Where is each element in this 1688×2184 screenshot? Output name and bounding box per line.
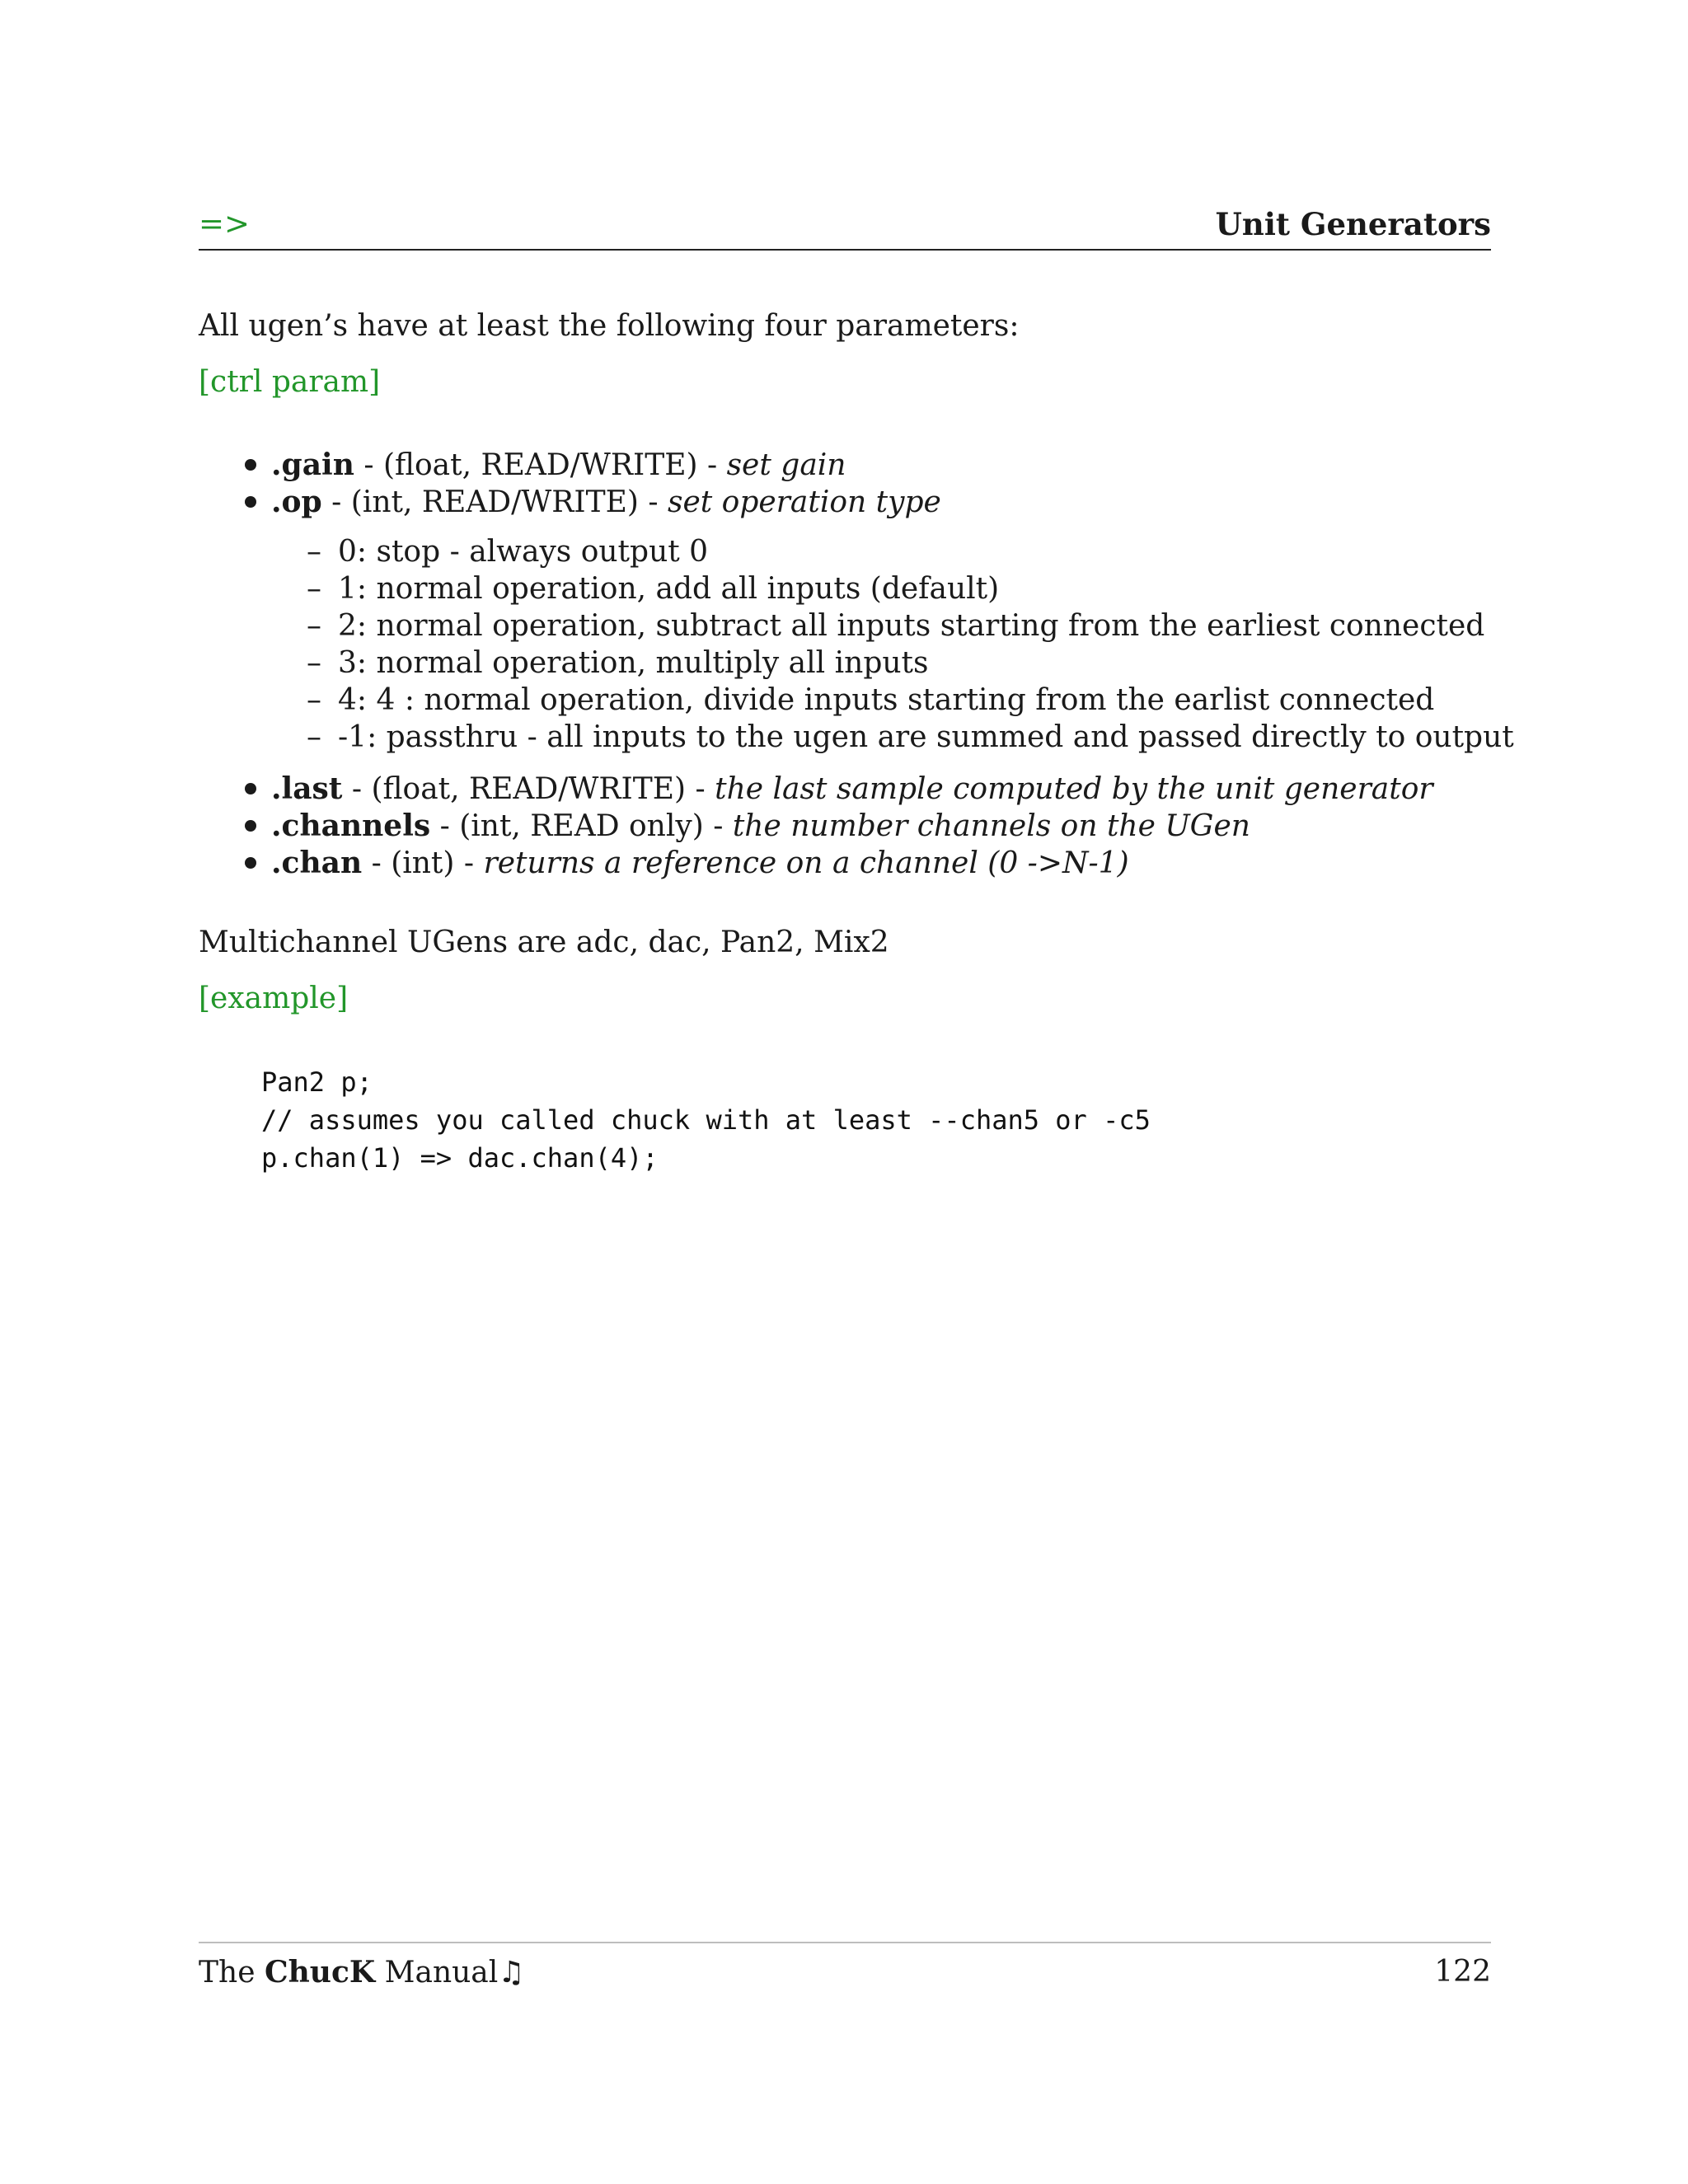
- op-type-item: [307, 719, 1514, 756]
- op-type-text: -1: passthru - all inputs to the ugen are summed and passed directly to output: [338, 720, 1514, 754]
- op-type-item: [307, 608, 1484, 644]
- op-type-item: [307, 645, 928, 682]
- dash-icon: –: [307, 535, 321, 569]
- footer-chuck: ChucK: [264, 1955, 376, 1990]
- param-type: - (float, READ/WRITE) -: [342, 772, 715, 806]
- manual-name: [199, 1955, 525, 1990]
- dash-icon: –: [307, 609, 321, 643]
- param-desc: set operation type: [667, 485, 941, 519]
- param-name: .op: [271, 485, 322, 519]
- bullet-icon: [245, 459, 256, 471]
- param-type: - (int) -: [362, 846, 484, 880]
- param-channels: [245, 808, 1250, 845]
- code-line: Pan2 p;: [261, 1066, 373, 1098]
- dash-icon: –: [307, 720, 321, 754]
- bullet-icon: [245, 783, 256, 794]
- op-type-item: [307, 682, 1434, 719]
- page-number: 122: [1434, 1955, 1491, 1989]
- param-op: [245, 484, 941, 521]
- page-footer: [199, 1942, 1491, 1993]
- chuck-arrow-mark: =>: [199, 206, 251, 241]
- dash-icon: –: [307, 683, 321, 717]
- chapter-title: Unit Generators: [1215, 206, 1491, 242]
- footer-the: The: [199, 1956, 265, 1990]
- intro-paragraph: All ugen’s have at least the following four parameters:: [199, 309, 1020, 343]
- param-desc: the last sample computed by the unit generator: [715, 772, 1433, 806]
- param-chan: [245, 845, 1129, 882]
- param-type: - (float, READ/WRITE) -: [354, 448, 727, 482]
- param-name: .channels: [271, 808, 431, 843]
- param-desc: the number channels on the UGen: [732, 809, 1250, 843]
- param-type: - (int, READ/WRITE) -: [321, 485, 668, 519]
- code-line: // assumes you called chuck with at least --chan5 or -c5: [261, 1104, 1151, 1136]
- op-type-text: 0: stop - always output 0: [338, 535, 709, 569]
- dash-icon: –: [307, 646, 321, 680]
- param-name: .gain: [271, 448, 354, 482]
- op-type-item: [307, 534, 708, 570]
- bullet-icon: [245, 857, 256, 869]
- page-header: [199, 206, 1491, 251]
- param-last: [245, 771, 1433, 808]
- bullet-icon: [245, 496, 256, 508]
- footer-manual: Manual♫: [375, 1956, 525, 1990]
- bullet-icon: [245, 820, 256, 832]
- param-name: .last: [271, 771, 343, 806]
- param-desc: returns a reference on a channel (0 ->N-1): [483, 846, 1129, 880]
- op-type-text: 2: normal operation, subtract all inputs starting from the earliest connected: [338, 609, 1485, 643]
- param-gain: [245, 447, 846, 484]
- param-desc: set gain: [726, 448, 846, 482]
- multichannel-paragraph: Multichannel UGens are adc, dac, Pan2, Mix2: [199, 926, 889, 959]
- param-name: .chan: [271, 846, 363, 880]
- code-line: p.chan(1) => dac.chan(4);: [261, 1142, 659, 1174]
- dash-icon: –: [307, 572, 321, 606]
- param-type: - (int, READ only) -: [430, 809, 733, 843]
- ctrl-param-label: [ctrl param]: [199, 365, 381, 399]
- op-type-item: [307, 571, 999, 607]
- op-type-text: 1: normal operation, add all inputs (default): [338, 572, 1000, 606]
- op-type-text: 4: 4 : normal operation, divide inputs starting from the earlist connected: [338, 683, 1435, 717]
- example-label: [example]: [199, 982, 349, 1015]
- op-type-text: 3: normal operation, multiply all inputs: [338, 646, 929, 680]
